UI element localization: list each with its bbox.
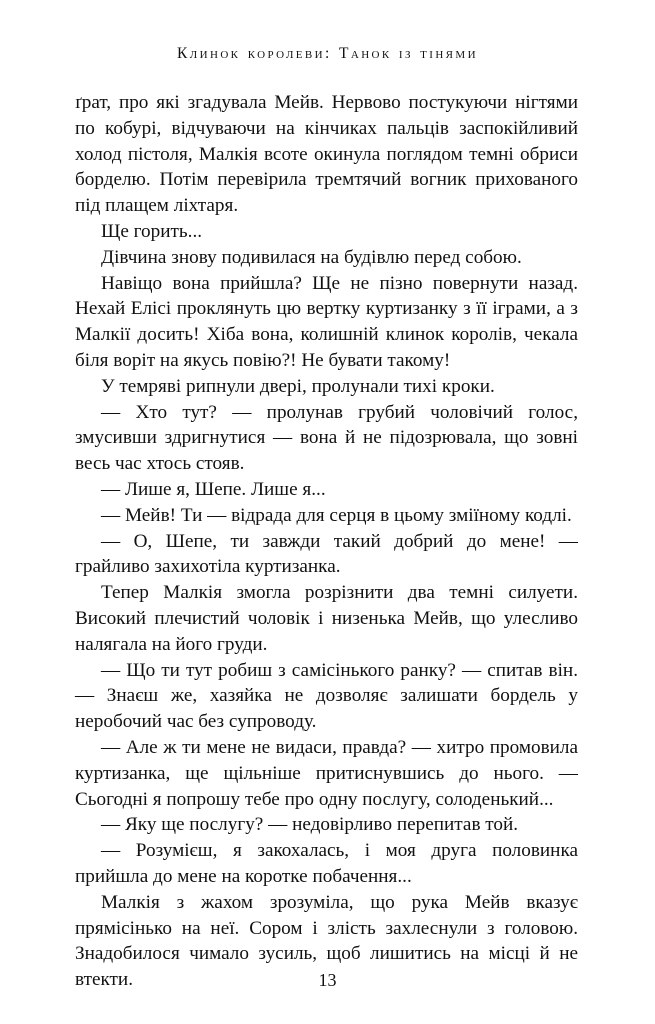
paragraph-8: — Мейв! Ти — відрада для серця в цьому зміїному кодлі. [101, 504, 572, 526]
running-head: Клинок королеви: Танок із тінями [177, 45, 478, 62]
paragraph-4: Навіщо вона прийшла? Ще не пізно повернути назад. Нехай Елісі проклянуть цю вертку куртизанку з її іграми, а з Малкії досить! Хіба вона, колишній клинок королів, чекала біля воріт на якусь повію?! Не бувати такому! [75, 272, 578, 371]
paragraph-11: — Що ти тут робиш з самісінького ранку? — спитав він. — Знаєш же, хазяйка не дозволяє залишати бордель у неробочий час без супроводу. [75, 659, 578, 733]
paragraph-12: — Але ж ти мене не видаси, правда? — хитро промовила куртизанка, ще щільніше притиснувшись до нього. — Сьогодні я попрошу тебе про одну послугу, солоденький... [75, 736, 578, 810]
body-text [75, 90, 578, 993]
paragraph-6: — Хто тут? — пролунав грубий чоловічий голос, змусивши здригнутися — вона й не підозрювала, що зовні весь час хтось стояв. [75, 401, 578, 475]
paragraph-14: — Розумієш, я закохалась, і моя друга половинка прийшла до мене на коротке побачення... [75, 840, 578, 887]
paragraph-9: — О, Шепе, ти завжди такий добрий до мене! — грайливо захихотіла куртизанка. [75, 530, 578, 578]
paragraph-1: ґрат, про які згадувала Мейв. Нервово постукуючи нігтями по кобурі, відчуваючи на кінчиках пальців заспокійливий холод пістоля, Малкія всоте окинула поглядом темні обриси борделю. Потім перевірила тремтячий вогник прихованого під плащем ліхтаря. [75, 92, 578, 217]
paragraph-2: Ще горить... [101, 220, 203, 242]
paragraph-7: — Лише я, Шепе. Лише я... [101, 478, 326, 500]
paragraph-3: Дівчина знову подивилася на будівлю перед собою. [101, 246, 522, 268]
paragraph-5: У темряві рипнули двері, пролунали тихі кроки. [101, 375, 495, 397]
page-number: 13 [318, 970, 337, 990]
paragraph-13: — Яку ще послугу? — недовірливо перепитав той. [101, 814, 519, 836]
paragraph-15: Малкія з жахом зрозуміла, що рука Мейв вказує прямісінько на неї. Сором і злість захлеснули з головою. Знадобилося чимало зусиль, щоб лишитись на місці й не втекти. [75, 891, 578, 991]
paragraph-10: Тепер Малкія змогла розрізнити два темні силуети. Високий плечистий чоловік і низенька Мейв, що улесливо налягала на його груди. [75, 582, 578, 655]
